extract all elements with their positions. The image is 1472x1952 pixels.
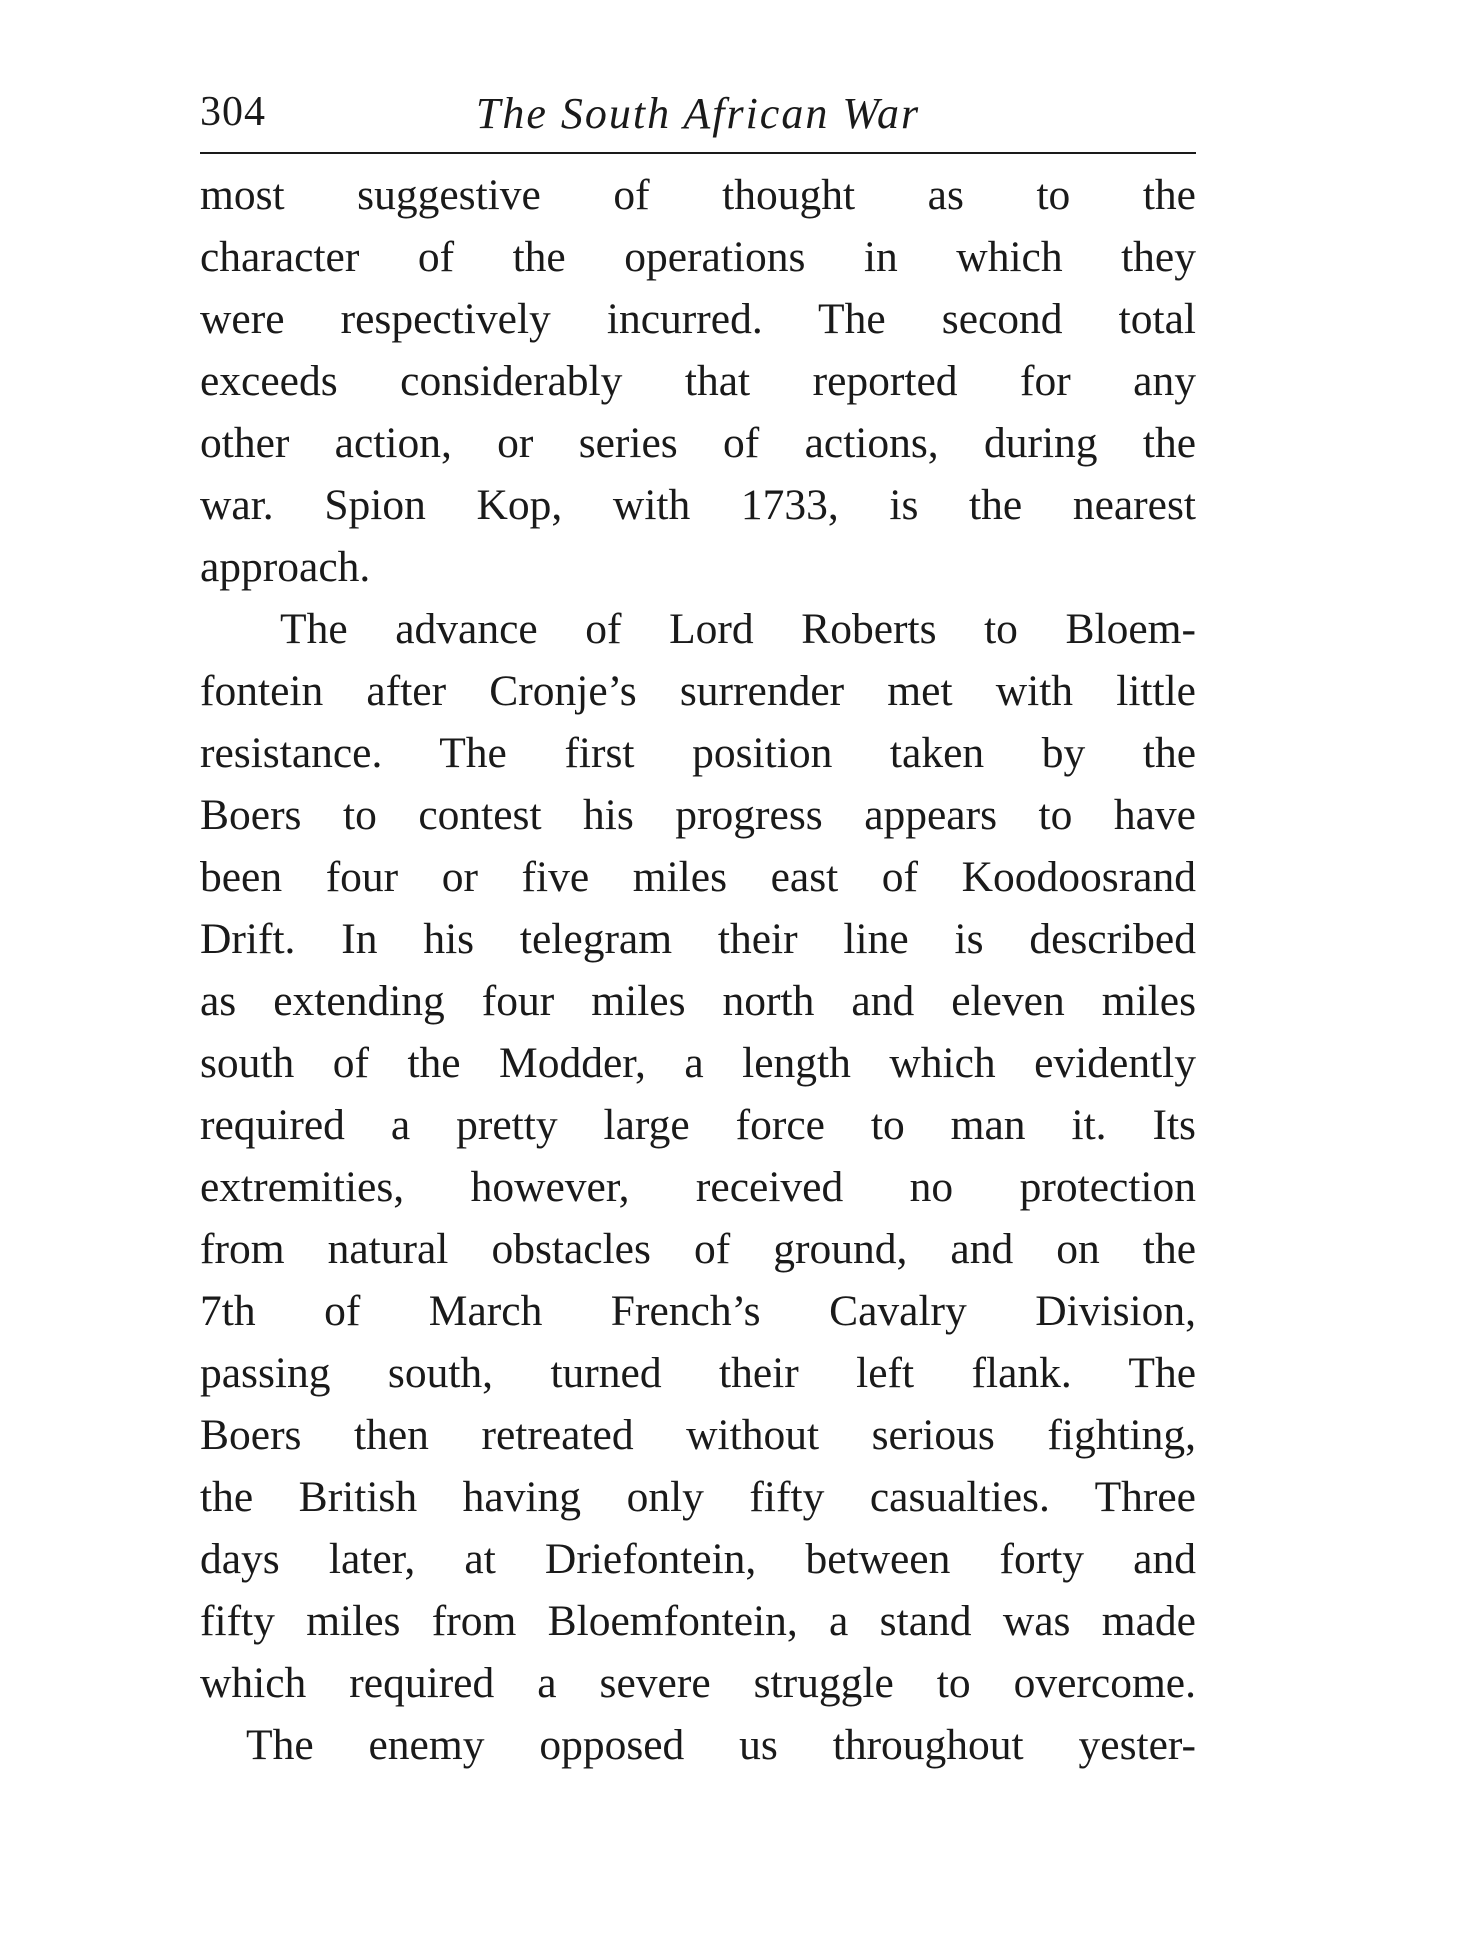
book-page — [200, 80, 1196, 1776]
running-head — [200, 80, 1196, 154]
text-line: the British having only fifty casualties. Three — [200, 1473, 1196, 1521]
text-line: The advance of Lord Roberts to Bloem- — [280, 605, 1196, 653]
page-number: 304 — [200, 89, 266, 135]
text-line: 7th of March French’s Cavalry Division, — [200, 1287, 1196, 1335]
text-line: war. Spion Kop, with 1733, is the nearest — [200, 481, 1196, 529]
text-line: The enemy opposed us throughout yester- — [246, 1721, 1196, 1769]
text-line: fifty miles from Bloemfontein, a stand was made — [200, 1597, 1196, 1645]
text-line: character of the operations in which they — [200, 233, 1196, 281]
body-text — [200, 164, 1196, 1776]
text-line: approach. — [200, 543, 371, 591]
text-line: were respectively incurred. The second total — [200, 295, 1196, 343]
text-line: fontein after Cronje’s surrender met with little — [200, 667, 1196, 715]
text-line: Boers to contest his progress appears to have — [200, 791, 1196, 839]
text-line: Drift. In his telegram their line is described — [200, 915, 1196, 963]
text-line: extremities, however, received no protection — [200, 1163, 1196, 1211]
text-line: as extending four miles north and eleven miles — [200, 977, 1196, 1025]
text-line: Boers then retreated without serious fighting, — [200, 1411, 1196, 1459]
text-line: south of the Modder, a length which evidently — [200, 1039, 1196, 1087]
text-line: most suggestive of thought as to the — [200, 171, 1196, 219]
text-line: resistance. The first position taken by the — [200, 729, 1196, 777]
text-line: other action, or series of actions, during the — [200, 419, 1196, 467]
text-line: passing south, turned their left flank. The — [200, 1349, 1196, 1397]
text-line: days later, at Driefontein, between forty and — [200, 1535, 1196, 1583]
running-title: The South African War — [475, 89, 921, 138]
text-line: been four or five miles east of Koodoosrand — [200, 853, 1196, 901]
text-line: from natural obstacles of ground, and on the — [200, 1225, 1196, 1273]
text-line: which required a severe struggle to overcome. — [200, 1659, 1196, 1707]
text-line: required a pretty large force to man it. Its — [200, 1101, 1196, 1149]
text-line: exceeds considerably that reported for any — [200, 357, 1196, 405]
